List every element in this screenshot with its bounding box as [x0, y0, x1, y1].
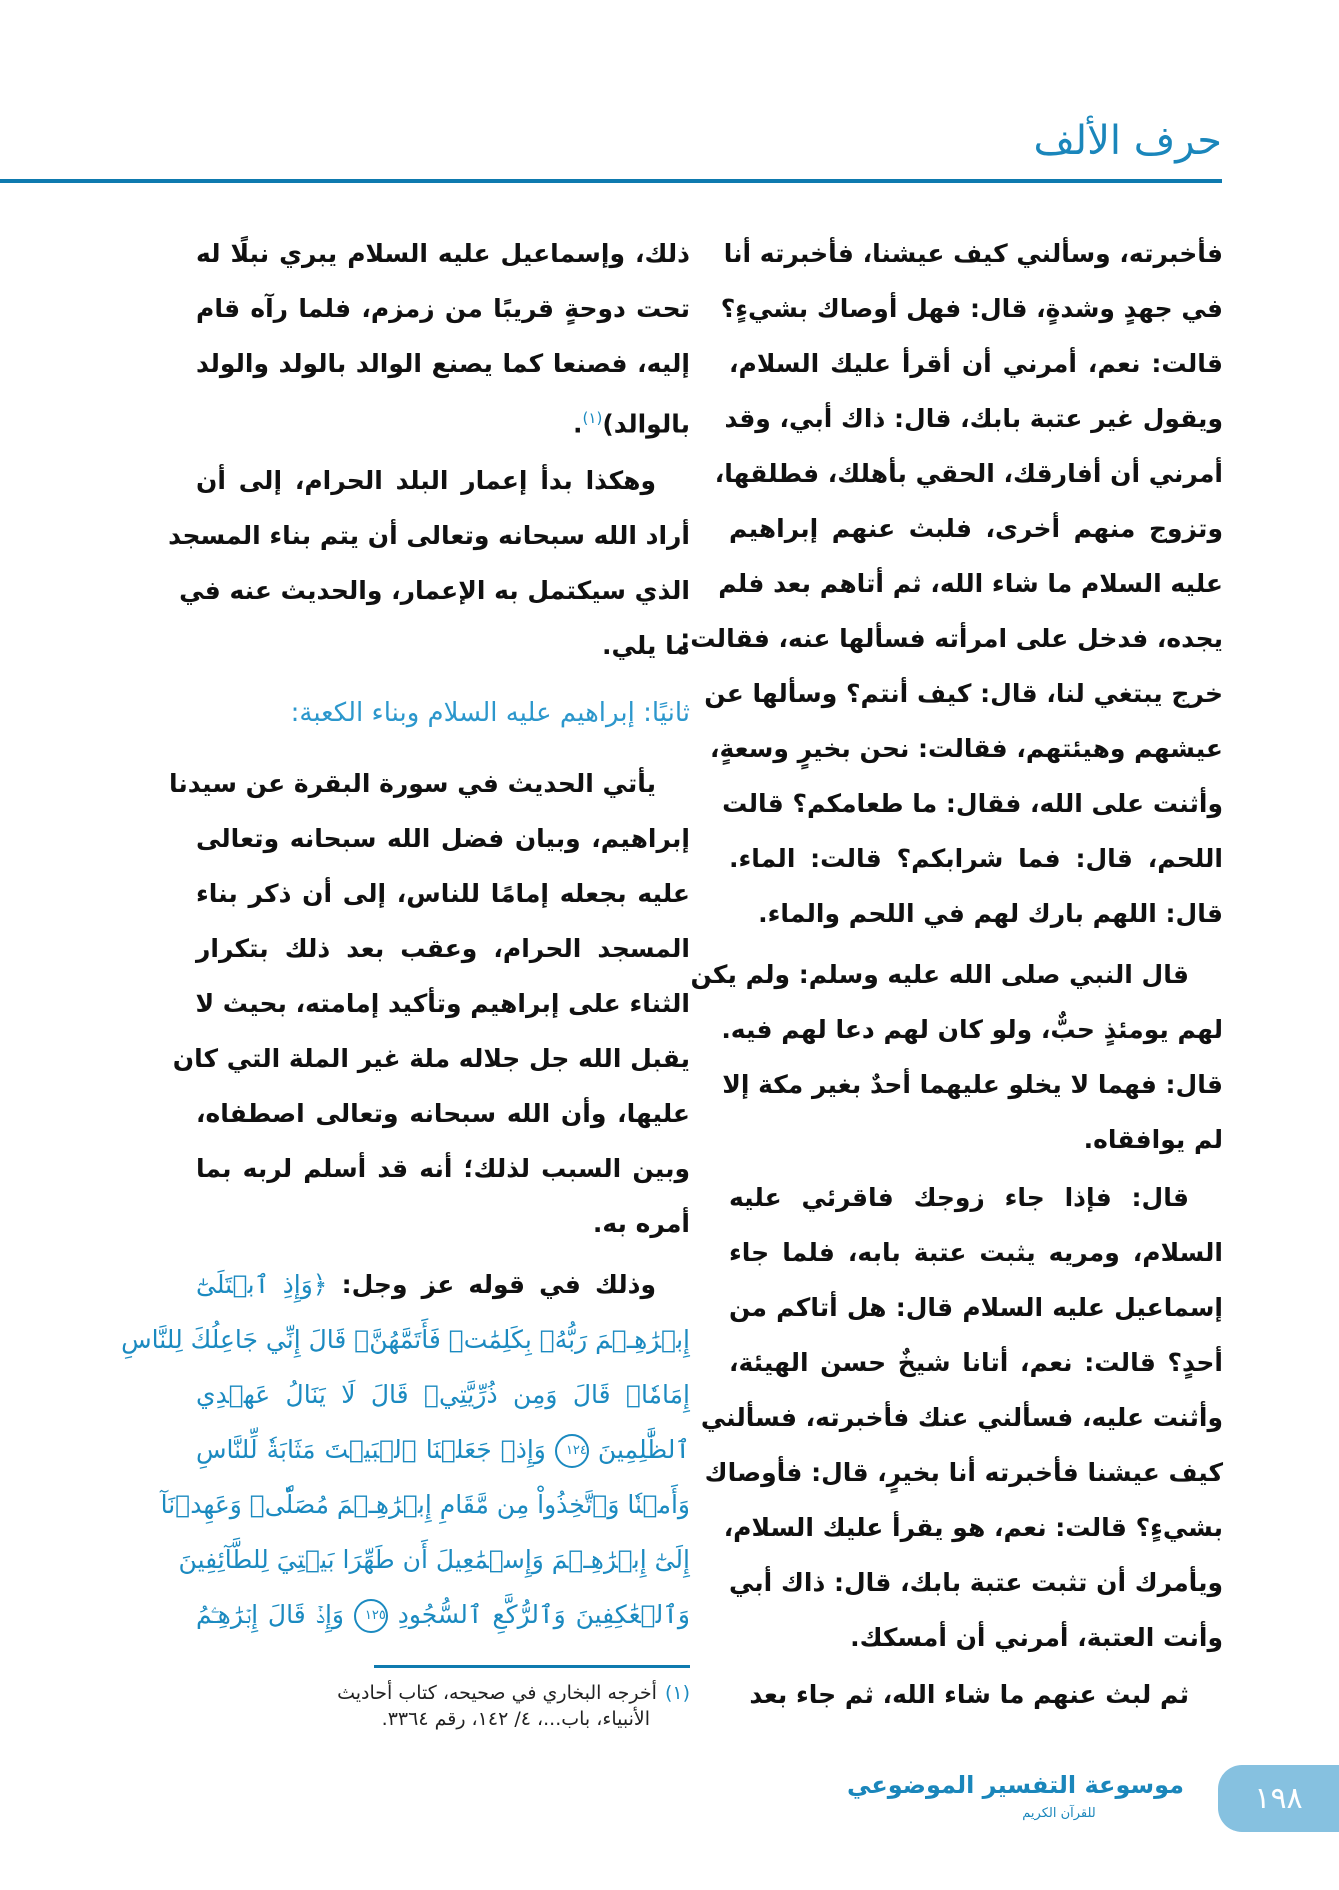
text-line: أمرني أن أفارقك، الحقي بأهلك، فطلقها، [714, 459, 1223, 488]
text-line: ما يلي. [602, 631, 690, 660]
quran-paragraph [121, 1257, 691, 1642]
text-line: السلام، ومريه يثبت عتبة بابه، فلما جاء [729, 1238, 1223, 1267]
text-line: المسجد الحرام، وعقب بعد ذلك بتكرار [196, 934, 690, 963]
quran-verse-text: وَإِذۡ جَعَلۡنَا ٱلۡبَيۡتَ مَثَابَةٗ لِّلنَّاسِ [196, 1435, 546, 1464]
quran-line: وَأَمۡنٗا وَٱتَّخِذُواْ مِن مَّقَامِ إِبۡرَٰهِـۧمَ مُصَلّٗىۖ وَعَهِدۡنَآ [160, 1490, 690, 1519]
ayah-number-marker: ١٢٤ [555, 1434, 589, 1468]
footnote-reference[interactable]: (١) [582, 409, 603, 427]
text-line: عليه السلام ما شاء الله، ثم أتاهم بعد فلم [718, 569, 1223, 598]
text-line: كيف عيشنا فأخبرته أنا بخيرٍ، قال: فأوصاك [704, 1458, 1223, 1487]
text-line: لم يوافقاه. [1083, 1125, 1223, 1154]
text-line: إسماعيل عليه السلام قال: هل أتاكم من [729, 1293, 1223, 1322]
text-line: تحت دوحةٍ قريبًا من زمزم، فلما رآه قام [196, 294, 690, 323]
quran-line: إِمَامٗاۖ قَالَ وَمِن ذُرِّيَّتِيۖ قَالَ لَا يَنَالُ عَهۡدِي [196, 1380, 690, 1409]
quran-verse-text: وَٱلۡعَٰكِفِينَ وَٱلرُّكَّعِ ٱلسُّجُودِ [397, 1600, 691, 1629]
section-heading: ثانيًا: إبراهيم عليه السلام وبناء الكعبة: [290, 698, 690, 728]
text-line: أراد الله سبحانه وتعالى أن يتم بناء المسجد [168, 521, 690, 550]
text-line: وهكذا بدأ إعمار البلد الحرام، إلى أن [196, 466, 656, 495]
text-line: وأنت العتبة، أمرني أن أمسكك. [850, 1623, 1223, 1652]
header-divider [0, 179, 1222, 183]
text-line: ذلك، وإسماعيل عليه السلام يبري نبلًا له [196, 239, 690, 268]
text-line: فأخبرته، وسألني كيف عيشنا، فأخبرته أنا [723, 239, 1223, 268]
footnote-divider [374, 1665, 690, 1668]
text-line: قال النبي صلى الله عليه وسلم: ولم يكن [690, 960, 1189, 989]
quran-line: إِبۡرَٰهِـۧمَ رَبُّهُۥ بِكَلِمَٰتٖ فَأَتَمَّهُنَّۖ قَالَ إِنِّي جَاعِلُكَ لِلنَّاسِ [121, 1325, 690, 1354]
quran-line [196, 1422, 690, 1477]
text-line [196, 391, 690, 446]
text-line: عليها، وأن الله سبحانه وتعالى اصطفاه، [196, 1099, 690, 1128]
text-line: قال: فهما لا يخلو عليهما أحدٌ بغير مكة إلا [722, 1070, 1223, 1099]
text-line: وتزوج منهم أخرى، فلبث عنهم إبراهيم [729, 514, 1223, 543]
chapter-title: حرف الألف [1033, 118, 1222, 164]
text-fragment: بالوالد) [602, 409, 690, 439]
footnote-mark: (١) [664, 1682, 690, 1704]
logo-title: موسوعة التفسير الموضوعي [847, 1771, 1184, 1799]
text-line [196, 1257, 690, 1312]
text-line: وأثنت عليه، فسألني عنك فأخبرته، فسألني [700, 1403, 1223, 1432]
quran-verse-text: ﴿وَإِذِ ٱبۡتَلَىٰٓ [196, 1270, 328, 1299]
page-number: ١٩٨ [1218, 1765, 1339, 1832]
text-line: في جهدٍ وشدةٍ، قال: فهل أوصاك بشيءٍ؟ [720, 294, 1223, 323]
paragraph [690, 947, 1223, 1167]
quran-intro: وذلك في قوله عز وجل: [341, 1270, 656, 1299]
text-line: أمره به. [592, 1209, 690, 1238]
paragraph [168, 453, 690, 673]
text-line: ويأمرك أن تثبت عتبة بابك، قال: ذاك أبي [729, 1568, 1223, 1597]
paragraph [680, 226, 1223, 941]
text-line: وأثنت على الله، فقال: ما طعامكم؟ قالت [722, 789, 1223, 818]
text-line: إبراهيم، وبيان فضل الله سبحانه وتعالى [196, 824, 690, 853]
text-line: إليه، فصنعا كما يصنع الوالد بالولد والولد [196, 349, 690, 378]
text-line: يقبل الله جل جلاله ملة غير الملة التي كان [172, 1044, 690, 1073]
paragraph [700, 1170, 1223, 1665]
footnote-line [196, 1680, 690, 1706]
footnote [196, 1680, 690, 1732]
footnote-text: أخرجه البخاري في صحيحه، كتاب أحاديث [337, 1682, 657, 1704]
text-line: عليه بجعله إمامًا للناس، إلى أن ذكر بناء [196, 879, 690, 908]
text-line: ويقول غير عتبة بابك، قال: ذاك أبي، وقد [724, 404, 1223, 433]
text-line: لهم يومئذٍ حبٌّ، ولو كان لهم دعا لهم فيه. [721, 1015, 1223, 1044]
encyclopedia-logo [847, 1765, 1184, 1833]
text-line: الذي سيكتمل به الإعمار، والحديث عنه في [179, 576, 690, 605]
paragraph [729, 1667, 1223, 1722]
text-line: قالت: نعم، أمرني أن أقرأ عليك السلام، [729, 349, 1223, 378]
paragraph [196, 226, 690, 446]
text-line: اللحم، قال: فما شرابكم؟ قالت: الماء. [729, 844, 1223, 873]
footnote-line: الأنبياء، باب...، ٤/ ١٤٢، رقم ٣٣٦٤. [381, 1708, 650, 1730]
text-line: ثم لبث عنهم ما شاء الله، ثم جاء بعد [749, 1680, 1189, 1709]
text-line: خرج يبتغي لنا، قال: كيف أنتم؟ وسألها عن [704, 679, 1223, 708]
text-line: الثناء على إبراهيم وتأكيد إمامته، بحيث لا [195, 989, 690, 1018]
logo-subtitle: للقرآن الكريم [1022, 1806, 1096, 1821]
text-line: قال: فإذا جاء زوجك فاقرئي عليه [729, 1183, 1189, 1212]
quran-line [196, 1587, 690, 1642]
text-line: وبين السبب لذلك؛ أنه قد أسلم لربه بما [196, 1154, 690, 1183]
quran-verse-text: وَإِذۡ قَالَ إِبۡرَٰهِـۧمُ [196, 1600, 344, 1629]
paragraph [168, 756, 690, 1251]
quran-verse-text: ٱلظَّٰلِمِينَ [597, 1435, 690, 1464]
text-line: بشيءٍ؟ قالت: نعم، هو يقرأ عليك السلام، [723, 1513, 1223, 1542]
text-line: يجده، فدخل على امرأته فسألها عنه، فقالت: [680, 624, 1223, 653]
text-line: عيشهم وهيئتهم، فقالت: نحن بخيرٍ وسعةٍ، [709, 734, 1223, 763]
ayah-number-marker: ١٢٥ [354, 1599, 388, 1633]
text-line: يأتي الحديث في سورة البقرة عن سيدنا [168, 769, 656, 798]
quran-line: إِلَىٰٓ إِبۡرَٰهِـۧمَ وَإِسۡمَٰعِيلَ أَن طَهِّرَا بَيۡتِيَ لِلطَّآئِفِينَ [178, 1545, 690, 1574]
text-line: قال: اللهم بارك لهم في اللحم والماء. [758, 899, 1223, 928]
punctuation: . [573, 409, 583, 439]
text-line: أحدٍ؟ قالت: نعم، أتانا شيخٌ حسن الهيئة، [729, 1348, 1223, 1377]
